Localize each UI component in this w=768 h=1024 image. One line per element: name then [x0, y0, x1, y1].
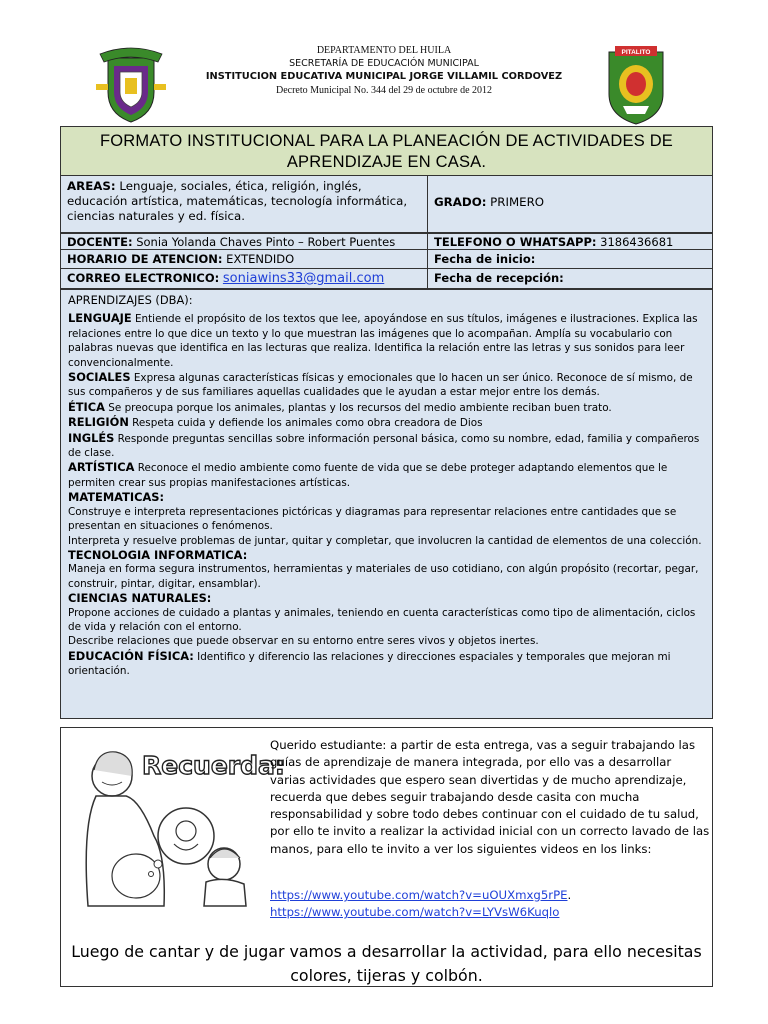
docente-cell [61, 234, 427, 249]
docente-row [60, 233, 713, 250]
dba-fisica [68, 649, 705, 679]
artistica-label: ARTÍSTICA [68, 460, 135, 475]
format-title-line1: FORMATO INSTITUCIONAL PARA LA PLANEACIÓN DE ACTIVIDADES DE [99, 132, 674, 150]
horario-label: HORARIO DE ATENCION: [67, 252, 223, 266]
pitalito-logo-text: PITALITO [621, 49, 651, 56]
artistica-text: Reconoce el medio ambiente como fuente de vida que se debe proteger adaptando elementos que le permiten crear sus propias manifestaciones artísticas. [68, 462, 668, 489]
recepcion-cell [427, 269, 712, 288]
naturales-label: CIENCIAS NATURALES: [68, 591, 212, 606]
video-link-2[interactable]: https://www.youtube.com/watch?v=LYVsW6Kuqlo [270, 905, 560, 919]
header-secretaria: SECRETARÍA DE EDUCACIÓN MUNICIPAL [289, 58, 479, 69]
lenguaje-text: Entiende el propósito de los textos que lee, apoyándose en sus títulos, imágenes e ilustraciones. Explica las relaciones entre lo que dice un texto y lo que muestran las imágenes que lo acompañan. Amplía su vocabulario con palabras nuevas que identifica en las lecturas que realiza. Identifica la relación entre las letras y sus sonidos para leer convencionalmente. [68, 313, 698, 369]
matematicas-label: MATEMATICAS: [68, 490, 165, 505]
telefono-value: 3186436681 [596, 235, 674, 249]
correo-link[interactable]: soniawins33@gmail.com [222, 271, 385, 286]
etica-text: Se preocupa porque los animales, plantas y los recursos del medio ambiente reciban buen trato. [104, 401, 612, 414]
horario-value: EXTENDIDO [222, 252, 295, 266]
dba-ingles [68, 431, 705, 461]
areas-row [60, 176, 713, 233]
closing-instruction: Luego de cantar y de jugar vamos a desarrollar la actividad, para ello necesitas colores, tijeras y colbón. [71, 942, 702, 985]
areas-value: Lenguaje, sociales, ética, religión, inglés, educación artística, matemáticas, tecnología informática, ciencias naturales y ed. física. [67, 179, 408, 223]
tecnologia-text: Maneja en forma segura instrumentos, herramientas y materiales de uso cotidiano, con algún propósito (recortar, pegar, construir, pintar, digitar, ensamblar). [68, 563, 699, 590]
dba-section [60, 289, 713, 719]
format-title-line2: APRENDIZAJE EN CASA. [286, 153, 487, 171]
telefono-cell [427, 234, 712, 249]
dba-sociales [68, 370, 705, 400]
grado-cell [427, 176, 712, 232]
lenguaje-label: LENGUAJE [68, 311, 132, 326]
grado-label: GRADO: [434, 195, 487, 209]
telefono-label: TELEFONO O WHATSAPP: [434, 235, 597, 249]
header-department: DEPARTAMENTO DEL HUILA [316, 45, 452, 56]
dba-artistica [68, 460, 705, 490]
recuerda-message: Querido estudiante: a partir de esta entrega, vas a seguir trabajando las guías de aprendizaje de manera integrada, por ello vas a desarrollar varias actividades que espero sean divertidas y de mucho aprendizaje, recuerda que debes seguir trabajando desde casita con mucha responsabilidad y sobre todo debes continuar con el cuidado de tu salud, por ello te invito a realizar la actividad inicial con un correcto lavado de las manos, para ello te invito a ver los siguientes videos en los links: [270, 738, 710, 856]
header-institution: INSTITUCION EDUCATIVA MUNICIPAL JORGE VILLAMIL CORDOVEZ [205, 71, 563, 82]
matematicas-text-1: Construye e interpreta representaciones pictóricas y diagramas para representar relaciones entre cantidades que se presentan en situaciones o fenómenos. [68, 505, 677, 533]
fisica-label: EDUCACIÓN FÍSICA: [68, 648, 194, 663]
fecha-recepcion-label: Fecha de recepción: [434, 271, 564, 285]
video-link-1[interactable]: https://www.youtube.com/watch?v=uOUXmxg5rPE [270, 888, 568, 902]
correo-cell [61, 269, 427, 288]
sociales-label: SOCIALES [68, 370, 131, 385]
document-header [0, 0, 768, 125]
religion-label: RELIGIÓN [68, 415, 129, 430]
dba-heading: APRENDIZAJES (DBA): [68, 293, 193, 307]
horario-cell [61, 250, 427, 268]
video-link-1-suffix: . [567, 888, 572, 902]
tecnologia-label: TECNOLOGIA INFORMATICA: [68, 547, 248, 562]
religion-text: Respeta cuida y defiende los animales como obra creadora de Dios [128, 417, 483, 430]
fecha-inicio-label: Fecha de inicio: [434, 252, 536, 266]
fisica-text: Identifico y diferencio las relaciones y direcciones espaciales y temporales que mejoran mi orientación. [68, 650, 671, 678]
dba-religion [68, 415, 705, 430]
format-title [60, 126, 713, 176]
recuerda-title: Recuerda: [142, 751, 285, 780]
areas-cell [61, 176, 427, 232]
naturales-text-1: Propone acciones de cuidado a plantas y animales, teniendo en cuenta características como tipo de alimentación, ciclos de vida y relación con el entorno. [68, 606, 696, 633]
correo-row [60, 269, 713, 289]
dba-etica [68, 400, 705, 415]
docente-value: Sonia Yolanda Chaves Pinto – Robert Puentes [132, 235, 396, 249]
ingles-label: INGLÉS [68, 430, 115, 445]
inicio-cell [427, 250, 712, 268]
grado-value: PRIMERO [486, 195, 545, 209]
mother-child-illustration [74, 736, 285, 906]
correo-label: CORREO ELECTRONICO: [67, 271, 220, 285]
video-links [270, 887, 571, 921]
naturales-text-2: Describe relaciones que puede observar en su entorno entre seres vivos y objetos inertes. [68, 635, 539, 648]
docente-label: DOCENTE: [67, 235, 133, 249]
areas-label: AREAS: [67, 179, 116, 193]
dba-lenguaje [68, 311, 705, 370]
matematicas-text-2: Interpreta y resuelve problemas de juntar, quitar y completar, que involucren la cantidad de elementos de una colección. [68, 534, 702, 547]
horario-row [60, 250, 713, 269]
school-crest-logo [94, 44, 168, 124]
header-decree: Decreto Municipal No. 344 del 29 de octubre de 2012 [275, 85, 493, 96]
sociales-text: Expresa algunas características físicas y emocionales que lo hacen un ser único. Reconoce de sí mismo, de sus compañeros y de sus familiares aquellas cualidades que le ayudan a estar mejor entre los demás. [68, 372, 693, 399]
etica-label: ÉTICA [68, 399, 105, 414]
pitalito-shield-logo [607, 44, 665, 124]
ingles-text: Responde preguntas sencillas sobre información personal básica, como su nombre, edad, familia y compañeros de clase. [68, 432, 700, 460]
